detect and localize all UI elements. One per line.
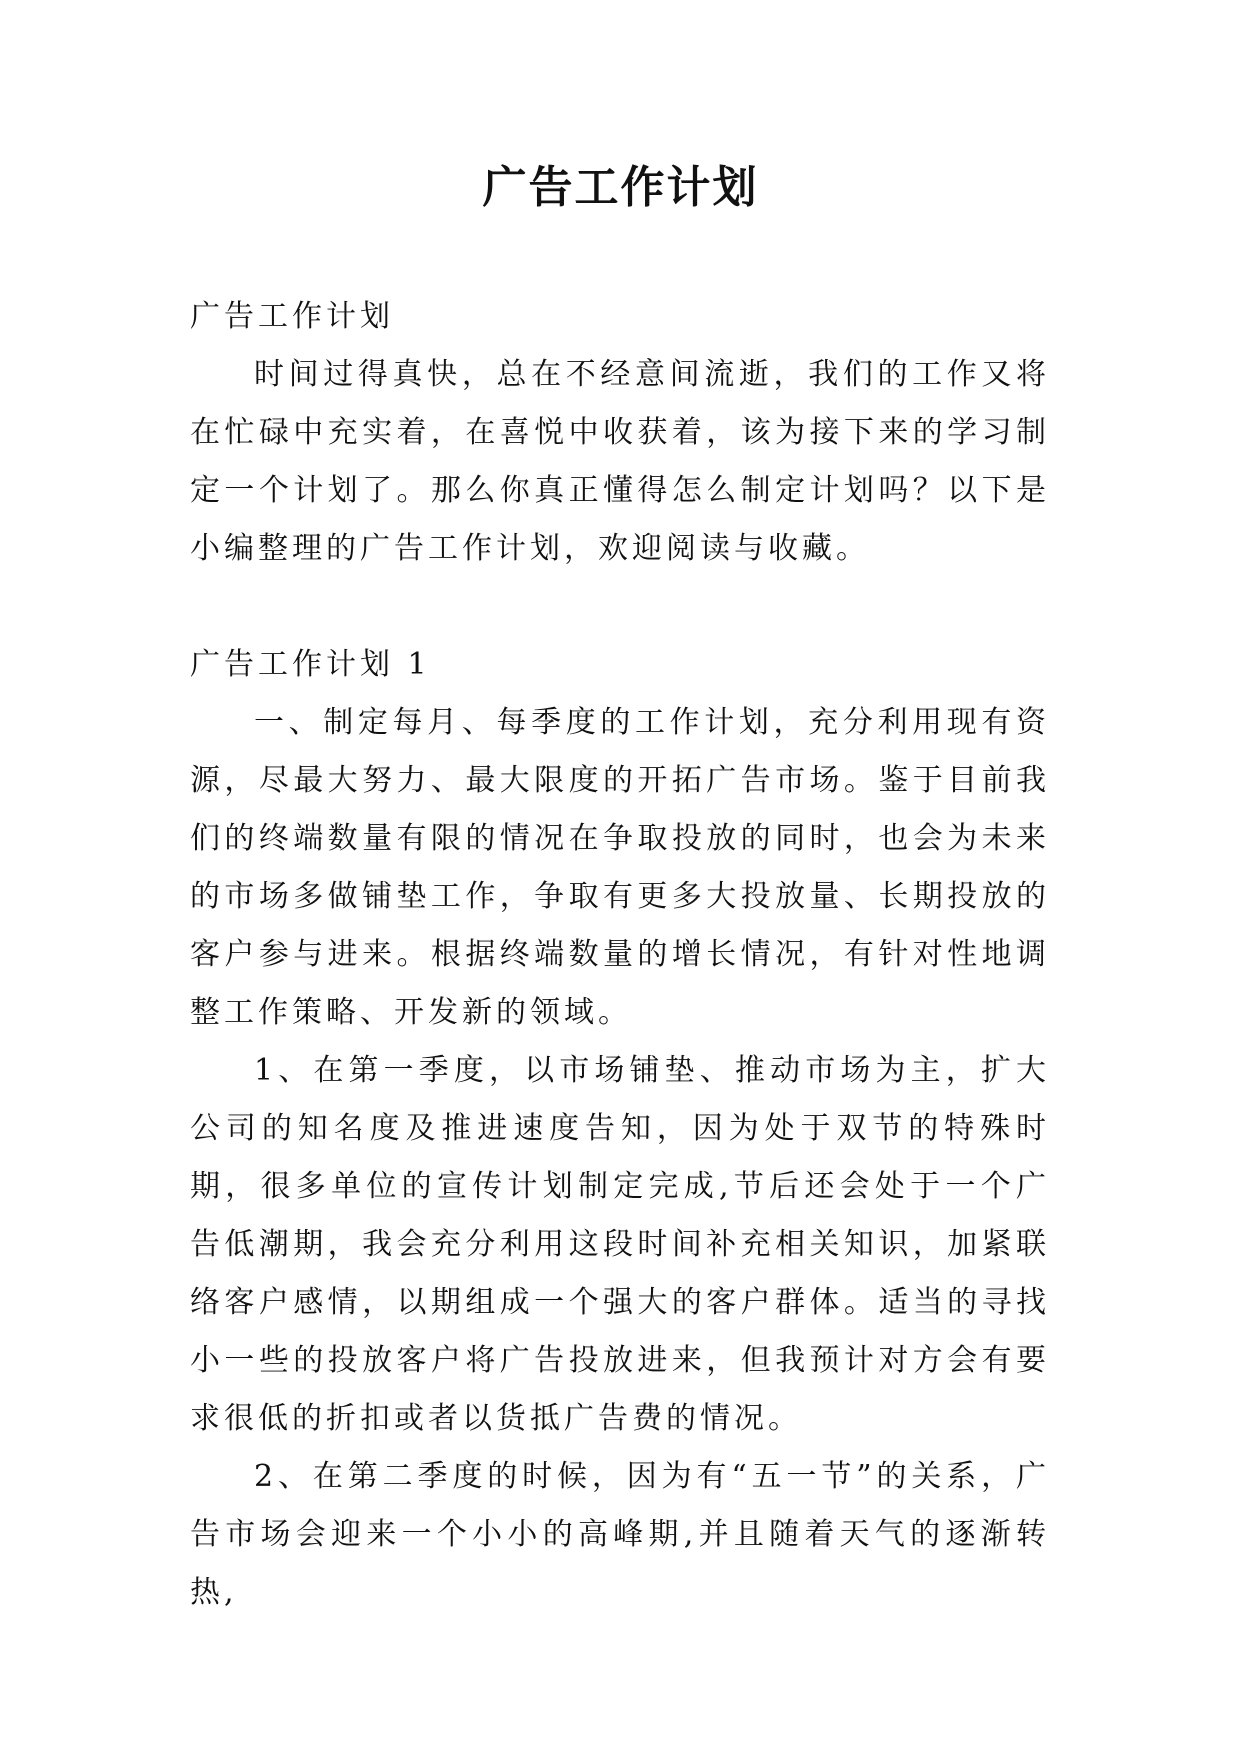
document-title: 广告工作计划 — [482, 162, 759, 213]
intro-paragraph: 时间过得真快，总在不经意间流逝，我们的工作又将在忙碌中充实着，在喜悦中收获着，该为接下来的学习制定一个计划了。那么你真正懂得怎么制定计划吗？以下是小编整理的广告工作计划，欢迎阅读与收藏。 — [190, 357, 1050, 566]
body-paragraph: 1、在第一季度，以市场铺垫、推动市场为主，扩大公司的知名度及推进速度告知，因为处于双节的特殊时期，很多单位的宣传计划制定完成,节后还会处于一个广告低潮期，我会充分利用这段时间补充相关知识，加紧联络客户感情，以期组成一个强大的客户群体。适当的寻找小一些的投放客户将广告投放进来，但我预计对方会有要求很低的折扣或者以货抵广告费的情况。 — [190, 1053, 1050, 1436]
section-heading: 广告工作计划 1 — [190, 647, 431, 682]
body-paragraph: 2、在第二季度的时候，因为有“五一节”的关系，广告市场会迎来一个小小的高峰期,并且随着天气的逐渐转热, — [190, 1459, 1050, 1610]
paragraph-spacer — [190, 578, 1050, 636]
document-body — [190, 288, 1050, 1622]
intro-heading: 广告工作计划 — [190, 299, 394, 334]
body-paragraph: 一、制定每月、每季度的工作计划，充分利用现有资源，尽最大努力、最大限度的开拓广告市场。鉴于目前我们的终端数量有限的情况在争取投放的同时，也会为未来的市场多做铺垫工作，争取有更多大投放量、长期投放的客户参与进来。根据终端数量的增长情况，有针对性地调整工作策略、开发新的领域。 — [190, 705, 1050, 1030]
